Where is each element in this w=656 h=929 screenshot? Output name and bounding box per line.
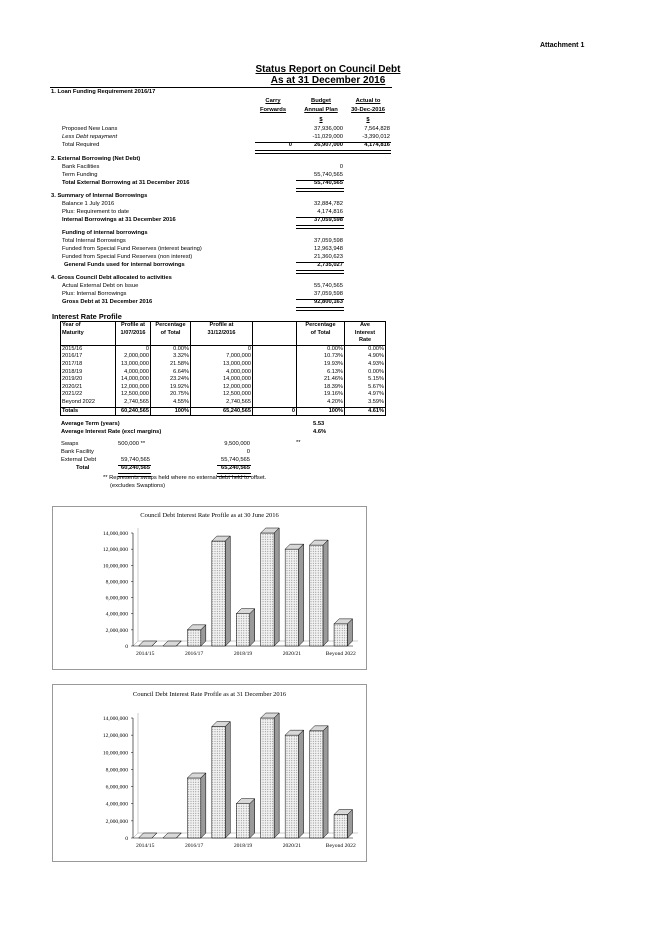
s1-row-label: Total Required — [62, 142, 100, 148]
s3-row-label: Plus: Requirement to date — [62, 209, 130, 215]
bar-2016/17 — [187, 773, 205, 838]
y-tick-label: 4,000,000 — [105, 801, 128, 808]
x-tick-label: 2014/15 — [136, 651, 155, 657]
table-cell-rate: 4.97% — [345, 391, 386, 399]
header-blank — [253, 322, 297, 346]
table-cell-year: Beyond 2022 — [61, 399, 116, 407]
table-cell-year: 2017/18 — [61, 361, 116, 369]
table-cell-year: 2018/19 — [61, 369, 116, 377]
bar-Beyond 2022 — [334, 619, 352, 646]
table-cell-pc1: 19.92% — [151, 384, 191, 392]
section-3-heading: 3. Summary of Internal Borrowings — [51, 193, 148, 199]
table-row — [61, 384, 386, 392]
col-budget-2: Annual Plan — [304, 107, 338, 113]
y-tick-label: 2,000,000 — [105, 818, 128, 825]
table-cell-pc2: 4.20% — [297, 399, 345, 407]
avg-term-value: 5.53 — [313, 421, 325, 427]
header-ave-rate: Ave Interest Rate — [345, 322, 386, 346]
chart-title: Council Debt Interest Rate Profile as at 31 December 2016 — [132, 691, 287, 698]
table-cell-p1: 0 — [116, 345, 151, 353]
s1-row-label: Less Debt repayment — [62, 134, 118, 140]
bar-2021/22 — [310, 540, 328, 646]
bar-2021/22 — [310, 726, 328, 838]
y-tick-label: 6,000,000 — [105, 784, 128, 791]
page-title: Status Report on Council Debt — [255, 64, 401, 75]
s2-row-value: 55,740,565 — [313, 172, 343, 178]
chart-dec-2016 — [53, 685, 366, 861]
x-tick-label: 2020/21 — [282, 651, 302, 657]
table-cell-rate: 4.90% — [345, 353, 386, 361]
s4-total-label: Gross Debt at 31 December 2016 — [62, 299, 153, 305]
s3-total-label: Internal Borrowings at 31 December 2016 — [62, 217, 176, 223]
table-cell-year: 2016/17 — [61, 353, 116, 361]
chart-june-2016 — [53, 507, 366, 669]
ext-p2: 55,740,565 — [220, 457, 250, 463]
table-cell-x — [253, 361, 297, 369]
table-cell-rate: 5.67% — [345, 384, 386, 392]
avg-rate-label: Average Interest Rate (excl margins) — [61, 429, 162, 435]
s3-row-value: 32,884,782 — [313, 201, 343, 207]
table-cell-p2: 7,000,000 — [191, 353, 253, 361]
bar-2017/18 — [212, 722, 230, 838]
currency-actual: $ — [366, 117, 370, 123]
s3-row-label: Balance 1 July 2016 — [62, 201, 115, 207]
y-tick-label: 4,000,000 — [105, 611, 128, 618]
footnote-1: ** Represents swaps held where no external debt held to offset. — [103, 475, 267, 481]
s2-row-value: 0 — [339, 164, 343, 170]
table-cell-rate: 5.15% — [345, 376, 386, 384]
header-year: Year of Maturity — [61, 322, 116, 346]
table-cell-rate: 4.93% — [345, 361, 386, 369]
s2-row-label: Bank Facilities — [62, 164, 100, 170]
table-cell-pc1: 0.00% — [151, 345, 191, 353]
table-cell-pc2: 19.93% — [297, 361, 345, 369]
y-tick-label: 0 — [125, 644, 128, 650]
totals-rate: 4.61% — [345, 407, 386, 416]
table-cell-x — [253, 369, 297, 377]
page-subtitle: As at 31 December 2016 — [270, 75, 386, 86]
totals-pc2: 100% — [297, 407, 345, 416]
table-cell-p1: 2,000,000 — [116, 353, 151, 361]
s1-row-budget: 37,936,000 — [313, 126, 343, 132]
s4-row-value: 55,740,565 — [313, 283, 343, 289]
table-cell-rate: 3.59% — [345, 399, 386, 407]
s2-total-label: Total External Borrowing at 31 December 2016 — [62, 180, 190, 186]
section-1-heading: 1. Loan Funding Requirement 2016/17 — [51, 89, 156, 95]
s1-row-label: Proposed New Loans — [62, 126, 118, 132]
s2-row-label: Term Funding — [62, 172, 98, 178]
table-cell-pc1: 20.75% — [151, 391, 191, 399]
bar-2019/20 — [261, 713, 279, 838]
footnote-2: (excludes Swaptions) — [110, 483, 166, 489]
bank-label: Bank Facility — [61, 449, 94, 455]
col-carry-2: Forwards — [259, 107, 287, 113]
swaps-note: ** — [296, 440, 301, 446]
table-cell-p2: 13,000,000 — [191, 361, 253, 369]
bar-2014/15 — [139, 833, 157, 838]
col-actual-2: 30-Dec-2016 — [351, 107, 385, 113]
table-cell-p1: 13,000,000 — [116, 361, 151, 369]
totals-x: 0 — [253, 407, 297, 416]
table-cell-pc1: 3.32% — [151, 353, 191, 361]
table-cell-pc2: 6.13% — [297, 369, 345, 377]
table-cell-pc1: 23.24% — [151, 376, 191, 384]
bar-2014/15 — [139, 641, 157, 646]
s2-total-value: 55,740,565 — [313, 180, 343, 186]
s3-funding-value: 37,059,598 — [313, 238, 343, 244]
x-tick-label: 2020/21 — [282, 843, 302, 849]
table-cell-rate: 0.00% — [345, 345, 386, 353]
y-tick-label: 8,000,000 — [105, 579, 128, 586]
y-tick-label: 2,000,000 — [105, 627, 128, 634]
bar-2020/21 — [285, 544, 303, 646]
ext-p1: 59,740,565 — [120, 457, 150, 463]
s1-row-actual: -3,390,012 — [362, 134, 390, 140]
bank-p2: 0 — [246, 449, 250, 455]
table-cell-p2: 2,740,565 — [191, 399, 253, 407]
s3-funding-label: Funded from Special Fund Reserves (non interest) — [62, 254, 193, 260]
avg-rate-value: 4.6% — [313, 429, 327, 435]
avg-term-label: Average Term (years) — [61, 421, 120, 427]
table-cell-pc2: 18.39% — [297, 384, 345, 392]
table-cell-x — [253, 376, 297, 384]
table-cell-pc1: 4.55% — [151, 399, 191, 407]
bar-2015/16 — [163, 641, 181, 646]
total-p2: 65,240,565 — [220, 465, 250, 471]
col-actual-1: Actual to — [355, 98, 381, 104]
table-row — [61, 353, 386, 361]
table-cell-x — [253, 345, 297, 353]
header-pct-jul: Percentage of Total — [151, 322, 191, 346]
s3-row-value: 4,174,816 — [317, 209, 343, 215]
swaps-label: Swaps — [61, 441, 79, 447]
s1-row-budget: -11,029,000 — [312, 134, 343, 140]
chart-dec-2016-box — [52, 684, 367, 862]
s4-row-label: Plus: Internal Borrowings — [62, 291, 127, 297]
total-label: Total — [76, 465, 90, 471]
s4-row-value: 37,059,598 — [313, 291, 343, 297]
s3-funding-heading: Funding of internal borrowings — [62, 230, 148, 236]
table-cell-p1: 12,000,000 — [116, 384, 151, 392]
y-tick-label: 12,000,000 — [102, 547, 128, 554]
s1-total-actual: 4,174,816 — [364, 142, 390, 148]
table-cell-rate: 0.00% — [345, 369, 386, 377]
x-tick-label: 2016/17 — [184, 843, 204, 849]
y-tick-label: 14,000,000 — [102, 531, 128, 537]
s1-row-actual: 7,564,828 — [364, 126, 390, 132]
swaps-p2: 9,500,000 — [224, 441, 250, 447]
s3-funding-value: 12,963,948 — [313, 246, 343, 252]
table-cell-year: 2019/20 — [61, 376, 116, 384]
header-profile-dec: Profile at 31/12/2016 — [191, 322, 253, 346]
s3-funding-value: 21,360,623 — [313, 254, 343, 260]
section-4-heading: 4. Gross Council Debt allocated to activities — [51, 275, 172, 281]
table-cell-p2: 14,000,000 — [191, 376, 253, 384]
x-tick-label: 2018/19 — [233, 843, 253, 849]
bar-2017/18 — [212, 536, 230, 646]
y-tick-label: 10,000,000 — [102, 750, 128, 757]
bar-Beyond 2022 — [334, 810, 352, 838]
ext-label: External Debt — [61, 457, 97, 463]
y-tick-label: 14,000,000 — [102, 716, 128, 722]
table-cell-p2: 4,000,000 — [191, 369, 253, 377]
y-tick-label: 12,000,000 — [102, 733, 128, 740]
totals-label: Totals — [61, 407, 116, 416]
table-cell-pc2: 19.16% — [297, 391, 345, 399]
y-tick-label: 8,000,000 — [105, 767, 128, 774]
s4-row-label: Actual External Debt on Issue — [62, 283, 139, 289]
col-budget-1: Budget — [311, 98, 331, 104]
x-tick-label: Beyond 2022 — [325, 651, 356, 657]
table-cell-p2: 12,000,000 — [191, 384, 253, 392]
section-2-heading: 2. External Borrowing (Net Debt) — [51, 156, 141, 162]
header-pct-dec: Percentage of Total — [297, 322, 345, 346]
s3-funding-total-value: 2,735,027 — [317, 262, 343, 268]
table-row — [61, 345, 386, 353]
table-cell-p1: 2,740,565 — [116, 399, 151, 407]
table-header-row — [61, 322, 386, 346]
header-profile-jul: Profile at 1/07/2016 — [116, 322, 151, 346]
chart-title: Council Debt Interest Rate Profile as at 30 June 2016 — [140, 512, 279, 519]
table-cell-pc2: 0.00% — [297, 345, 345, 353]
currency-budget: $ — [319, 117, 323, 123]
bar-2015/16 — [163, 833, 181, 838]
table-cell-p2: 12,500,000 — [191, 391, 253, 399]
table-cell-p1: 4,000,000 — [116, 369, 151, 377]
col-carry-1: Carry — [265, 98, 281, 104]
table-cell-pc2: 10.73% — [297, 353, 345, 361]
x-tick-label: 2014/15 — [136, 843, 155, 849]
s1-total-carry: 0 — [288, 142, 292, 148]
x-tick-label: 2018/19 — [233, 651, 253, 657]
totals-p1: 60,240,565 — [116, 407, 151, 416]
y-tick-label: 10,000,000 — [102, 563, 128, 570]
table-row — [61, 376, 386, 384]
y-tick-label: 0 — [125, 836, 128, 842]
bar-2018/19 — [236, 609, 254, 646]
s3-funding-total-label: General Funds used for internal borrowings — [64, 262, 185, 268]
bar-2018/19 — [236, 799, 254, 838]
table-cell-x — [253, 391, 297, 399]
y-tick-label: 6,000,000 — [105, 595, 128, 602]
table-cell-pc1: 21.58% — [151, 361, 191, 369]
x-tick-label: 2016/17 — [184, 651, 204, 657]
interest-rate-table — [60, 321, 386, 416]
chart-june-2016-box — [52, 506, 367, 670]
attachment-label: Attachment 1 — [540, 42, 585, 49]
total-p1: 60,240,565 — [120, 465, 150, 471]
bar-2019/20 — [261, 528, 279, 646]
table-row — [61, 369, 386, 377]
s3-total-value: 37,059,598 — [313, 217, 343, 223]
table-cell-year: 2015/16 — [61, 345, 116, 353]
table-totals-row — [61, 407, 386, 416]
table-cell-p2: 0 — [191, 345, 253, 353]
swaps-p1: 500,000 ** — [118, 441, 146, 447]
s3-funding-label: Funded from Special Fund Reserves (interest bearing) — [62, 246, 202, 252]
table-cell-x — [253, 384, 297, 392]
table-row — [61, 361, 386, 369]
table-cell-p1: 14,000,000 — [116, 376, 151, 384]
x-tick-label: Beyond 2022 — [325, 843, 356, 849]
table-cell-pc2: 21.46% — [297, 376, 345, 384]
table-cell-x — [253, 353, 297, 361]
table-cell-year: 2020/21 — [61, 384, 116, 392]
s4-total-value: 92,800,163 — [313, 299, 343, 305]
irp-heading: Interest Rate Profile — [52, 312, 122, 321]
bar-2016/17 — [187, 625, 205, 646]
table-cell-p1: 12,500,000 — [116, 391, 151, 399]
table-cell-year: 2021/22 — [61, 391, 116, 399]
table-cell-x — [253, 399, 297, 407]
totals-p2: 65,240,565 — [191, 407, 253, 416]
table-row — [61, 399, 386, 407]
s1-total-budget: 26,907,000 — [313, 142, 343, 148]
table-row — [61, 391, 386, 399]
table-cell-pc1: 6.64% — [151, 369, 191, 377]
totals-pc1: 100% — [151, 407, 191, 416]
bar-2020/21 — [285, 730, 303, 838]
s3-funding-label: Total Internal Borrowings — [62, 238, 126, 244]
